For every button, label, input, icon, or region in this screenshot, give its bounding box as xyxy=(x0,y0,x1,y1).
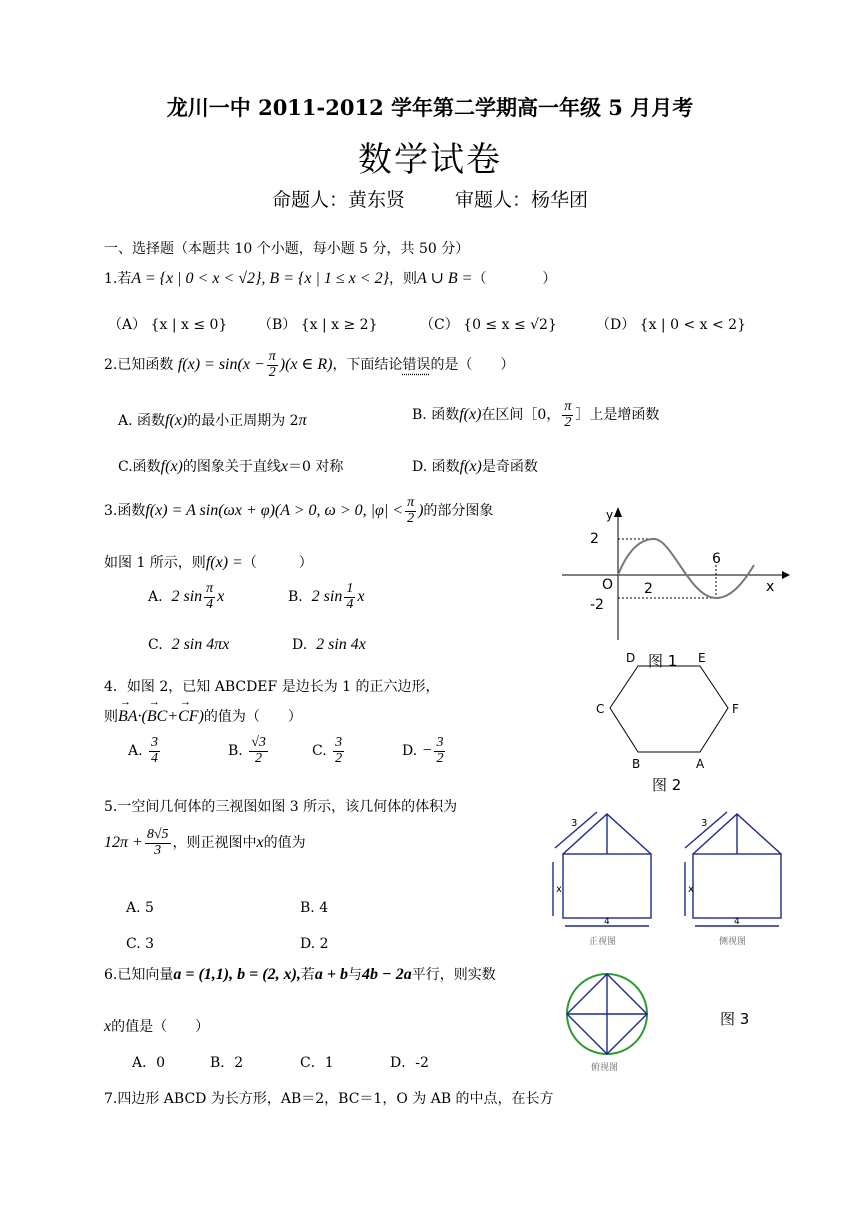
q4-optd-num: 3 xyxy=(436,735,444,750)
q4-optc-fraction xyxy=(333,736,344,766)
fig3-front-slant-label: 3 xyxy=(571,818,578,829)
q2-optc-text: C.函数 xyxy=(118,459,161,475)
question-6 xyxy=(104,964,496,984)
q3-optb-x: x xyxy=(357,588,365,606)
q1-option-a: （A） {x | x ≤ 0} xyxy=(108,317,228,333)
q4-line2 xyxy=(104,706,302,726)
q3-optb-fraction xyxy=(344,582,355,612)
q2-opta-text: A. 函数 xyxy=(118,413,166,429)
q2-optb-text3: ］上是增函数 xyxy=(575,407,660,424)
q4-optd-neg: − xyxy=(421,742,433,760)
question-4: 4．如图 2，已知 ABCDEF 是边长为 1 的正六边形， xyxy=(104,679,440,695)
q4-option-c xyxy=(312,736,346,766)
q6-expr3: 4b − 2a xyxy=(362,966,412,983)
q4-optc-label: C. xyxy=(312,743,327,760)
q2-opta-text2: 的最小正周期为 2 xyxy=(187,413,299,429)
q4-vector-bc: → BC xyxy=(147,708,167,726)
q3-line2 xyxy=(104,552,313,572)
q1-option-d: （D） {x | 0 < x < 2} xyxy=(596,317,746,333)
q3-frac-num: π xyxy=(407,495,415,510)
q4-plus: + xyxy=(167,708,179,725)
q2-frac-num: π xyxy=(268,349,276,364)
reviewer: 审题人：杨华团 xyxy=(455,189,589,211)
fig1-caption: 图 1 xyxy=(648,652,678,670)
q4-close: ) xyxy=(198,708,204,725)
fig1-y-label: y xyxy=(606,508,614,522)
q4-option-d xyxy=(402,736,447,766)
q1-option-b: （B） {x | x ≥ 2} xyxy=(258,317,378,333)
fig2-vertex-c: C xyxy=(596,702,605,716)
q3-line2-f: f(x) = xyxy=(205,554,243,571)
q2-optb-text2: 在区间［0， xyxy=(481,407,561,424)
q3-prefix: 3.函数 xyxy=(104,503,146,520)
q3-option-a xyxy=(148,582,224,612)
q1-paren: （ ） xyxy=(472,271,557,287)
q5-expr: 12π + xyxy=(104,834,143,852)
fig3-side-width-label: 4 xyxy=(734,917,740,927)
q5-option-b: B. 4 xyxy=(300,900,329,916)
q2-optb-den: 2 xyxy=(564,414,572,430)
q2-opta-f: f(x) xyxy=(165,412,188,429)
fig2-vertex-b: B xyxy=(632,757,641,771)
q4-dot: ·( xyxy=(137,708,147,725)
q3-option-d xyxy=(292,636,366,654)
fig3-front-width-label: 4 xyxy=(604,917,610,927)
q4-optd-label: D. xyxy=(402,743,418,760)
question-3 xyxy=(104,496,493,526)
q4-optd-fraction xyxy=(434,736,445,766)
q4-opta-den: 4 xyxy=(151,750,159,766)
q2-frac-den: 2 xyxy=(268,364,276,380)
fig1-curve xyxy=(618,539,754,598)
q6-option-b: B．2 xyxy=(210,1055,244,1071)
fig1-y-arrow xyxy=(614,507,622,517)
fig1-origin: O xyxy=(602,577,614,593)
fig3-front-body xyxy=(563,854,651,918)
q3-optb-num: 1 xyxy=(346,581,354,596)
figure-1-sine-graph xyxy=(560,505,790,645)
fig1-x-arrow xyxy=(782,571,790,579)
q6-option-d: D．-2 xyxy=(390,1055,429,1071)
q3-fraction xyxy=(405,496,416,526)
q2-expr-b: )(x ∈ R) xyxy=(279,356,333,374)
q4-optb-den: 2 xyxy=(255,750,263,766)
q2-prefix: 2.已知函数 xyxy=(104,357,174,374)
q2-optb-text: B. 函数 xyxy=(412,407,460,424)
q1-ask: A ∪ B = xyxy=(416,270,473,287)
authors-line xyxy=(0,185,860,212)
q4-optc-den: 2 xyxy=(335,750,343,766)
q2-optc-f: f(x) xyxy=(160,458,183,475)
q4-optd-den: 2 xyxy=(436,750,444,766)
fig3-side-slant-label: 3 xyxy=(701,818,708,829)
fig1-tick-yneg2: -2 xyxy=(590,597,604,613)
q2-suffix-b: 的是（ ） xyxy=(430,357,515,374)
q5-line2-text2: 的值为 xyxy=(263,835,306,852)
fig3-front-height-label: x xyxy=(556,884,562,895)
q4-vector-ba: → BA xyxy=(118,708,138,726)
exam-subject: 数学试卷 xyxy=(358,140,502,180)
fig2-vertex-a: A xyxy=(696,757,705,771)
q3-expr-b: ) xyxy=(418,502,424,520)
q2-fraction xyxy=(267,350,278,380)
q3-opta-num: π xyxy=(206,581,214,596)
q5-frac-den: 3 xyxy=(154,842,162,858)
question-7: 7.四边形 ABCD 为长方形，AB＝2，BC＝1，O 为 AB 的中点，在长方 xyxy=(104,1091,554,1107)
q5-option-a: A. 5 xyxy=(126,900,154,916)
q6-option-c: C．1 xyxy=(300,1055,334,1071)
q6-line2-x: x xyxy=(104,1018,112,1035)
q2-expr-a: f(x) = sin(x − xyxy=(177,356,265,374)
q2-optb-f: f(x) xyxy=(459,406,482,424)
question-1 xyxy=(104,268,556,288)
fig3-side-body xyxy=(693,854,781,918)
q5-option-c: C. 3 xyxy=(126,936,155,952)
q6-line2 xyxy=(104,1016,209,1036)
q3-optc-label: C. xyxy=(148,637,163,653)
figure-3-three-views xyxy=(545,808,790,1078)
fig2-vertex-d: D xyxy=(626,651,636,665)
fig2-vertex-f: F xyxy=(732,702,739,716)
q6-suffix: 平行，则实数 xyxy=(411,967,496,983)
q3-option-c xyxy=(148,636,229,654)
q3-optb-label: B. xyxy=(288,589,303,606)
fig2-caption: 图 2 xyxy=(652,776,682,794)
fig3-side-caption: 侧视图 xyxy=(719,937,747,947)
q6-mid: 若 xyxy=(300,967,315,983)
q2-optb-fraction xyxy=(562,400,573,430)
q3-opta-expr: 2 sin xyxy=(171,588,203,606)
q6-expr: a = (1,1), b = (2, x), xyxy=(173,966,301,983)
q3-line2-paren: （ ） xyxy=(242,555,313,571)
fig3-front-caption: 正视图 xyxy=(589,937,617,947)
q3-suffix: 的部分图象 xyxy=(423,503,494,520)
q3-optd-label: D. xyxy=(292,637,308,653)
fig3-caption: 图 3 xyxy=(720,1010,750,1028)
q3-line2-text: 如图 1 所示，则 xyxy=(104,555,206,571)
q5-option-d: D. 2 xyxy=(300,936,329,952)
q4-optb-fraction xyxy=(249,736,268,766)
q4-optb-num: √3 xyxy=(251,735,266,750)
q4-optb-label: B. xyxy=(228,743,243,760)
q1-prefix: 1.若 xyxy=(104,271,132,287)
q2-optd-text: D. 函数 xyxy=(412,459,460,475)
q1-option-c: （C） {0 ≤ x ≤ √2} xyxy=(420,317,557,333)
q4-optc-num: 3 xyxy=(335,735,343,750)
q3-option-b xyxy=(288,582,364,612)
q2-suffix-a: ，下面结论 xyxy=(332,357,403,374)
q6-expr2: a + b xyxy=(314,966,349,983)
q3-opta-fraction xyxy=(204,582,215,612)
fig1-tick-x2: 2 xyxy=(644,581,653,597)
q6-prefix: 6.已知向量 xyxy=(104,967,174,983)
q3-optd-expr: 2 sin 4x xyxy=(316,636,366,653)
q5-line2 xyxy=(104,828,306,858)
q2-option-d xyxy=(412,456,538,476)
q2-optc-text3: ＝0 对称 xyxy=(287,459,344,475)
figure-2-hexagon xyxy=(592,648,752,776)
q2-option-c xyxy=(118,456,343,476)
fig3-top-caption: 俯视图 xyxy=(591,1063,619,1073)
q4-opta-fraction xyxy=(149,736,160,766)
q5-line2-text: ，则正视图中 xyxy=(172,835,257,852)
q4-opta-num: 3 xyxy=(151,735,159,750)
q4-line2-paren: 的值为（ ） xyxy=(203,709,302,725)
q3-optb-den: 4 xyxy=(346,596,354,612)
q6-option-a: A．0 xyxy=(132,1055,166,1071)
q3-opta-label: A. xyxy=(148,589,163,606)
q4-option-b xyxy=(228,736,270,766)
q2-optb-num: π xyxy=(564,399,572,414)
q6-line2-text: 的值是（ ） xyxy=(111,1019,210,1035)
fig1-x-label: x xyxy=(766,579,775,595)
q2-opta-pi: π xyxy=(298,412,307,429)
q3-expr-a: f(x) = A sin(ωx + φ)(A > 0, ω > 0, |φ| < xyxy=(145,502,404,520)
q4-vector-cf: → CF xyxy=(178,708,198,726)
fig2-vertex-e: E xyxy=(698,651,706,665)
exam-title: 龙川一中 2011-2012 学年第二学期高一年级 5 月月考 xyxy=(166,95,694,120)
q2-optd-f: f(x) xyxy=(459,458,482,475)
q3-opta-x: x xyxy=(217,588,225,606)
q1-mid: ，则 xyxy=(388,271,417,287)
q3-opta-den: 4 xyxy=(206,596,214,612)
q4-opta-label: A. xyxy=(128,743,143,760)
fig2-hexagon-shape xyxy=(610,666,728,752)
q2-optd-text2: 是奇函数 xyxy=(481,459,538,475)
section-heading: 一、选择题（本题共 10 个小题，每小题 5 分，共 50 分） xyxy=(104,241,470,257)
q5-frac-num: 8√5 xyxy=(146,827,169,842)
fig3-side-height-label: x xyxy=(688,884,694,895)
fig1-tick-x6: 6 xyxy=(712,551,721,567)
fig3-side-view xyxy=(685,812,781,926)
q5-line2-x: x xyxy=(256,834,264,852)
q4-line2-text: 则 xyxy=(104,709,118,725)
q1-expr: A = {x | 0 < x < √2}, B = {x | 1 ≤ x < 2} xyxy=(131,270,389,287)
q2-optc-x: x xyxy=(280,458,288,475)
q2-optc-text2: 的图象关于直线 xyxy=(182,459,281,475)
q5-fraction xyxy=(145,828,171,858)
fig1-tick-y2: 2 xyxy=(590,531,599,547)
question-2 xyxy=(104,350,514,380)
q3-frac-den: 2 xyxy=(407,510,415,526)
q2-option-b xyxy=(412,400,659,430)
q3-optb-expr: 2 sin xyxy=(311,588,343,606)
q6-mid2: 与 xyxy=(348,967,363,983)
q2-option-a xyxy=(118,410,307,430)
q3-optc-expr: 2 sin 4πx xyxy=(171,636,230,653)
fig3-front-view xyxy=(553,812,651,926)
question-5: 5.一空间几何体的三视图如图 3 所示，该几何体的体积为 xyxy=(104,799,458,815)
setter: 命题人：黄东贤 xyxy=(271,189,405,211)
q2-emphasis: 错误 xyxy=(402,357,431,374)
q4-option-a xyxy=(128,736,162,766)
